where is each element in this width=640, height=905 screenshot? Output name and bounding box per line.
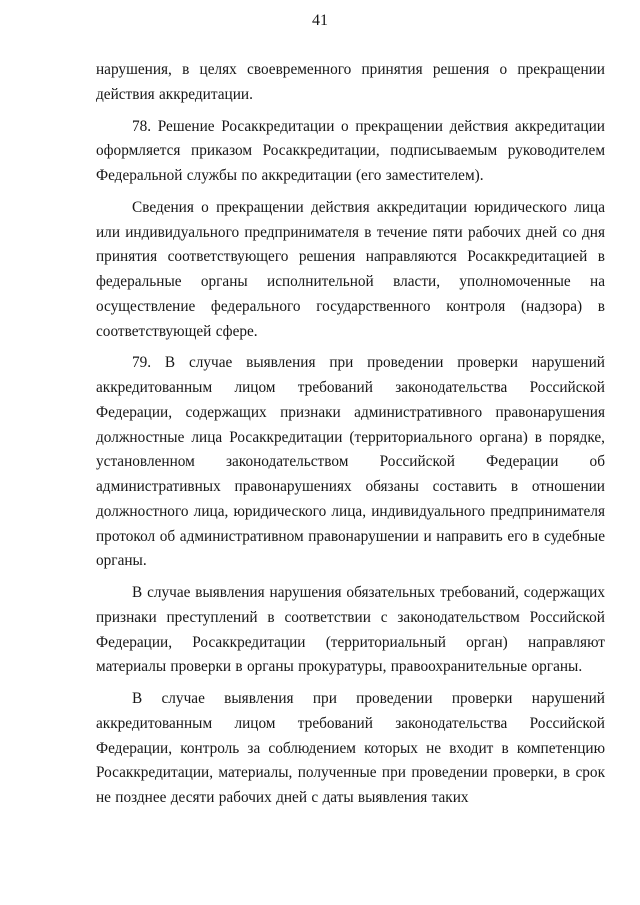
- paragraph-termination-notice: Сведения о прекращении действия аккредитации юридического лица или индивидуального предпринимателя в течение пяти рабочих дней со дня принятия соответствующего решения направляются Росаккредитацией в федеральные органы исполнительной власти, уполномоченные на осуществление федерального государственного контроля (надзора) в соответствующей сфере.: [96, 198, 605, 340]
- paragraph-other-violations: В случае выявления при проведении проверки нарушений аккредитованным лицом требований законодательства Российской Федерации, контроль за соблюдением которых не входит в компетенцию Росаккредитации, материалы, полученные при проведении проверки, в срок не позднее десяти рабочих дней с даты выявления таких: [96, 690, 605, 806]
- document-body: [96, 58, 605, 818]
- paragraph-criminal-violations: В случае выявления нарушения обязательных требований, содержащих признаки преступлений в соответствии с законодательством Российской Федерации, Росаккредитации (территориальный орган) направляют материалы проверки в органы прокуратуры, правоохранительные органы.: [96, 584, 605, 676]
- paragraph-78: 78. Решение Росаккредитации о прекращении действия аккредитации оформляется приказом Росаккредитации, подписываемым руководителем Федеральной службы по аккредитации (его заместителем).: [96, 117, 605, 184]
- paragraph-79: 79. В случае выявления при проведении проверки нарушений аккредитованным лицом требований законодательства Российской Федерации, содержащих признаки административного правонарушения должностные лица Росаккредитации (территориального органа) в порядке, установленном законодательством Российской Федерации об административных правонарушениях обязаны составить в отношении должностного лица, юридического лица, индивидуального предпринимателя протокол об административном правонарушении и направить его в судебные органы.: [96, 354, 605, 570]
- page-number: 41: [312, 12, 328, 29]
- paragraph-continuation: нарушения, в целях своевременного принятия решения о прекращении действия аккредитации.: [96, 61, 605, 103]
